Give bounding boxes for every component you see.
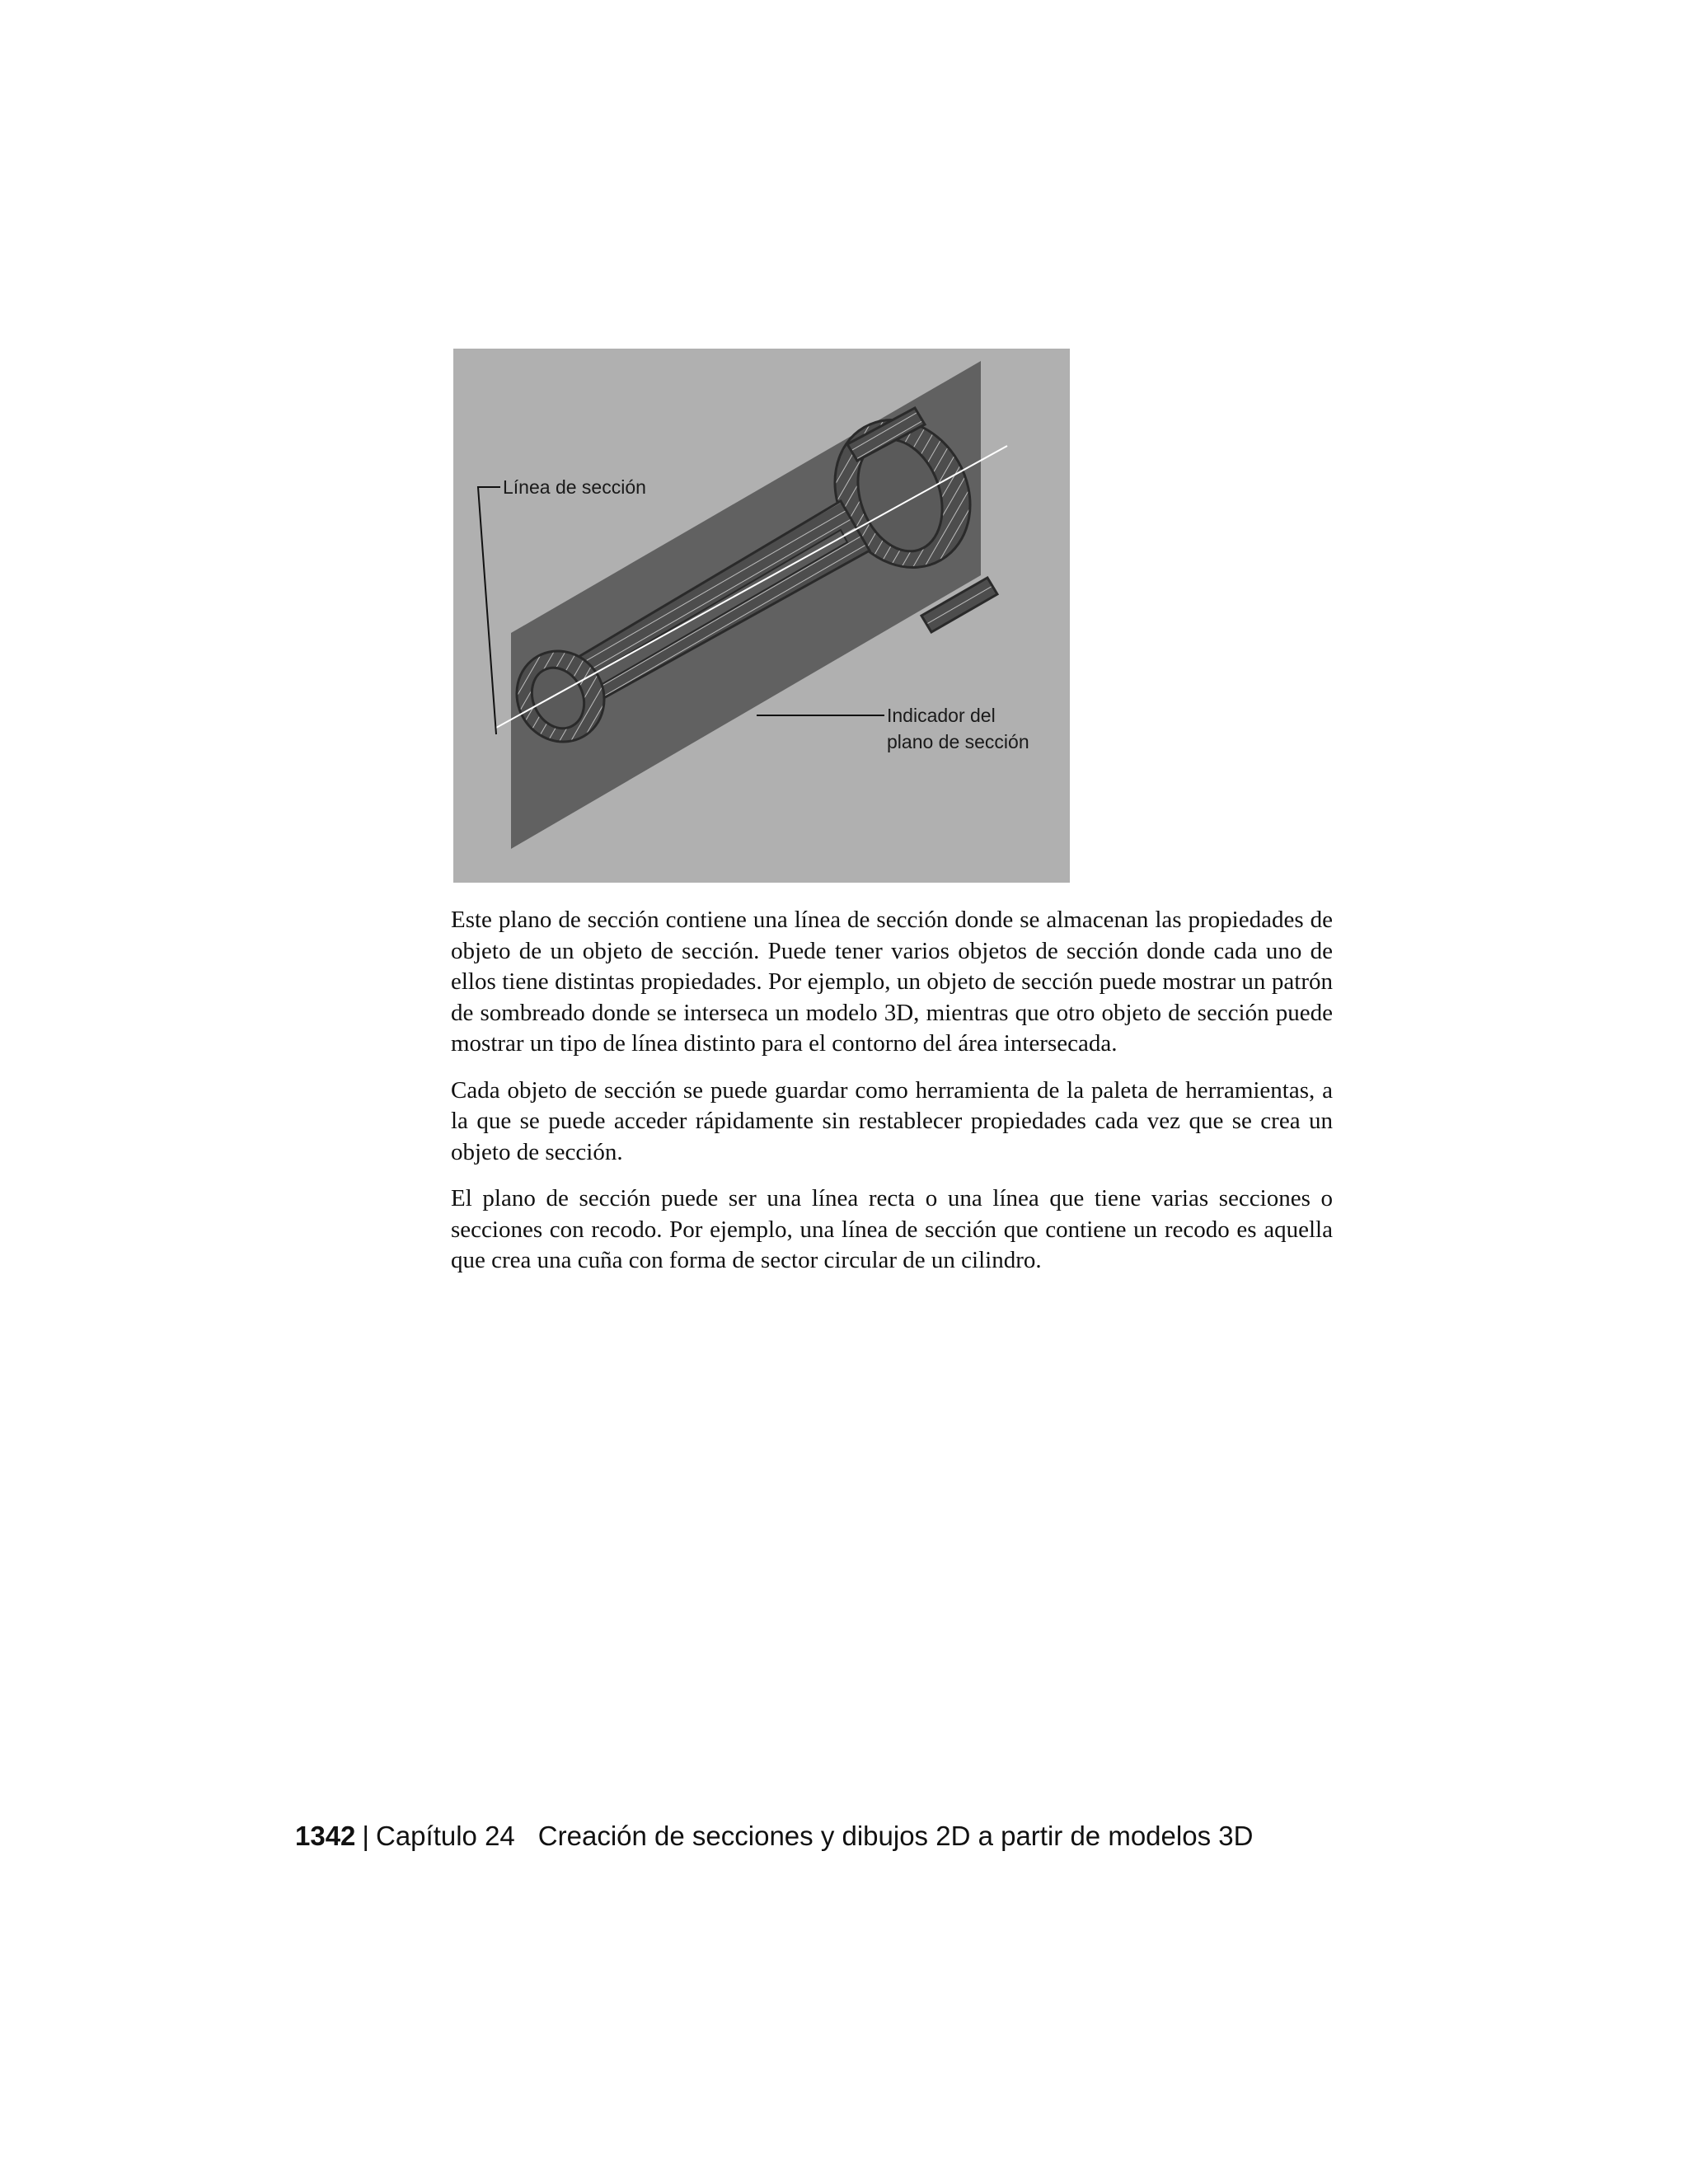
footer-chapter: Capítulo 24 bbox=[376, 1821, 515, 1851]
section-plane-figure bbox=[453, 349, 1070, 883]
paragraph-1: Este plano de sección contiene una línea de sección donde se almacenan las propiedades de objeto de un objeto de sección. Puede tener varios objetos de sección donde cada uno de ellos tiene distintas propiedades. Por ejemplo, un objeto de sección puede mostrar un patrón de sombreado donde se interseca un modelo 3D, mientras que otro objeto de sección puede mostrar un tipo de línea distinto para el contorno del área intersecada. bbox=[451, 907, 1333, 1057]
footer-separator: | bbox=[362, 1821, 369, 1851]
page-footer bbox=[295, 1821, 1367, 1852]
label-indicator-line1: Indicador del bbox=[887, 705, 996, 726]
section-plane-illustration bbox=[453, 349, 1070, 883]
page-number: 1342 bbox=[295, 1821, 356, 1851]
body-text bbox=[451, 905, 1333, 1292]
paragraph-2: Cada objeto de sección se puede guardar como herramienta de la paleta de herramientas, a la que se puede acceder rápidamente sin restablecer propiedades cada vez que se crea un objeto de sección. bbox=[451, 1076, 1333, 1165]
label-section-line: Línea de sección bbox=[503, 476, 646, 498]
label-indicator-line2: plano de sección bbox=[887, 731, 1029, 752]
paragraph-3: El plano de sección puede ser una línea recta o una línea que tiene varias secciones o secciones con recodo. Por ejemplo, una línea de sección que contiene un recodo es aquella que crea una cuña con forma de sector circular de un cilindro. bbox=[451, 1185, 1333, 1273]
footer-title: Creación de secciones y dibujos 2D a partir de modelos 3D bbox=[537, 1821, 1254, 1851]
